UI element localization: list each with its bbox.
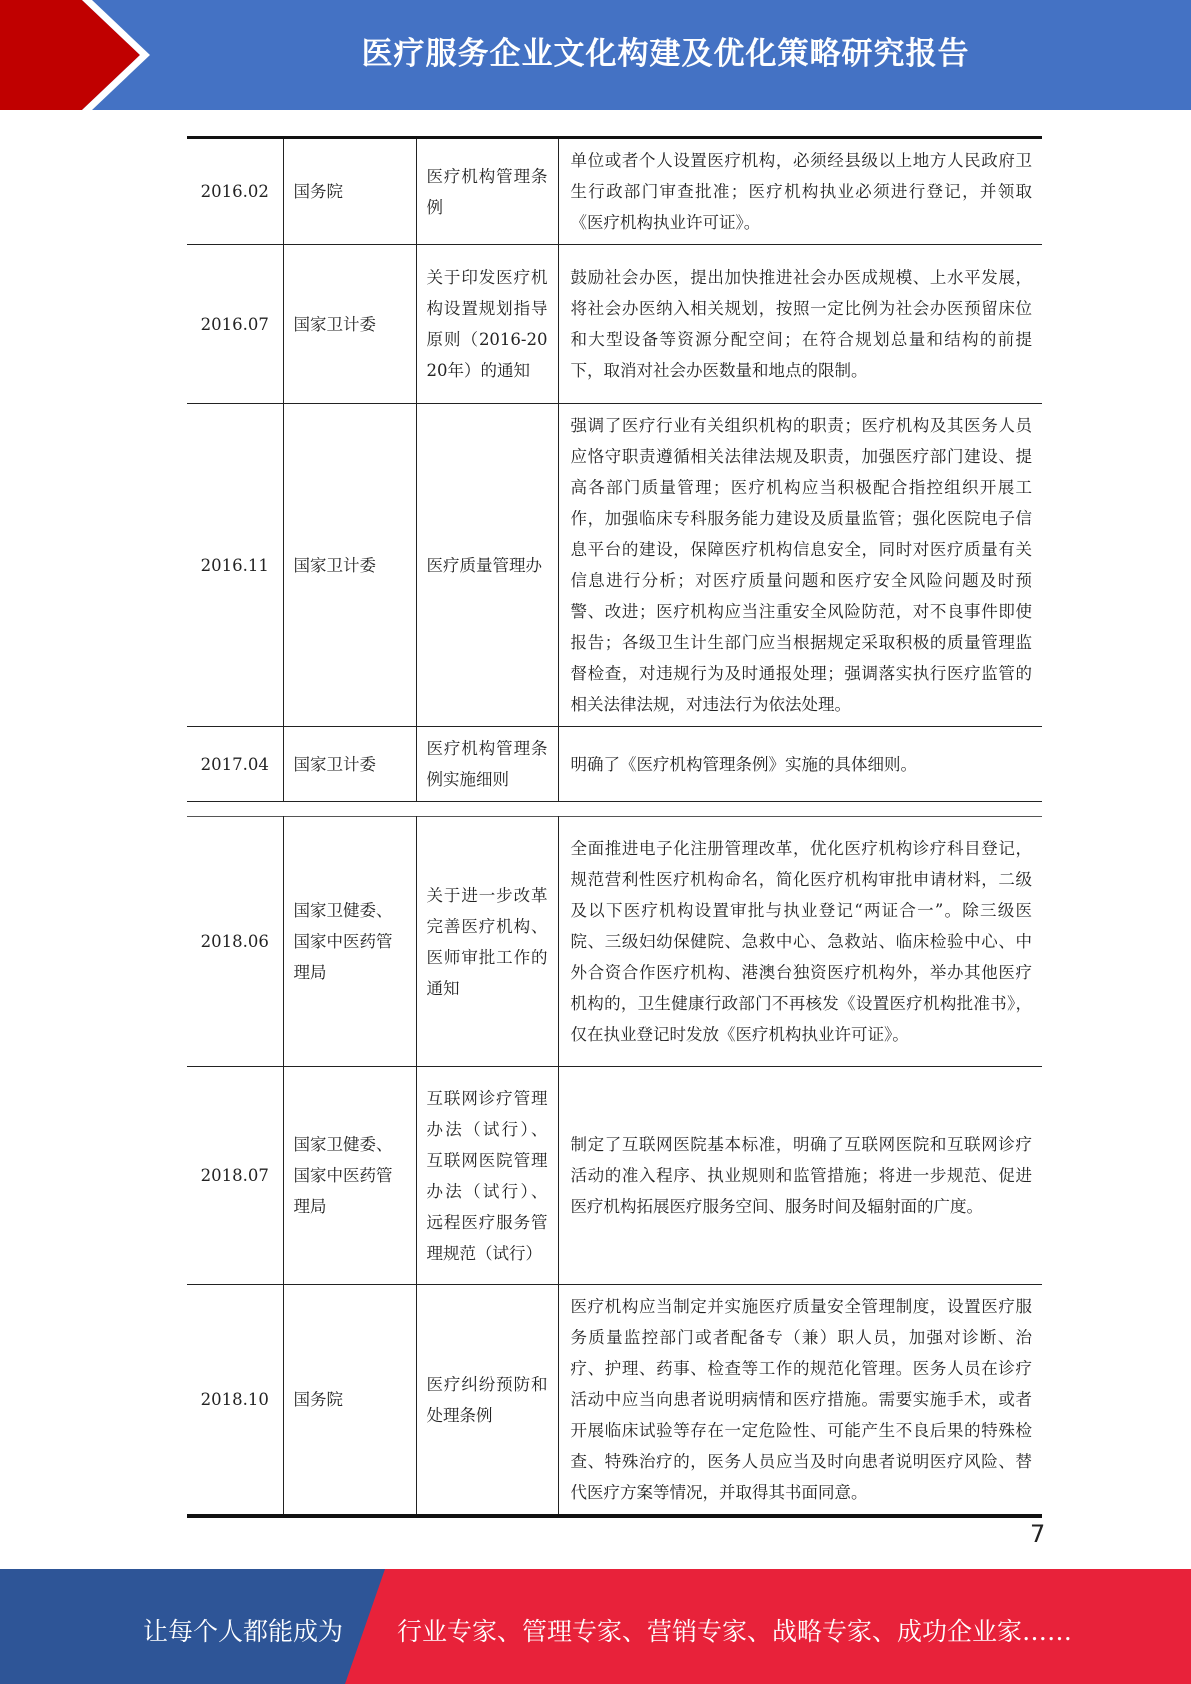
org-cell: 国家卫健委、国家中医药管理局 — [283, 1067, 416, 1285]
footer-slogan-right: 行业专家、管理专家、营销专家、战略专家、成功企业家…… — [397, 1617, 1073, 1646]
org-cell: 国家卫计委 — [283, 404, 416, 727]
doc-cell: 医疗机构管理条例 — [416, 138, 558, 245]
table-row — [187, 1067, 1042, 1285]
content-cell: 医疗机构应当制定并实施医疗质量安全管理制度，设置医疗服务质量监控部门或者配备专（兼）职人员，加强对诊断、治疗、护理、药事、检查等工作的规范化管理。医务人员在诊疗活动中应当向患者说明病情和医疗措施。需要实施手术，或者开展临床试验等存在一定危险性、可能产生不良后果的特殊检查、特殊治疗的，医务人员应当及时向患者说明医疗风险、替代医疗方案等情况，并取得其书面同意。 — [558, 1285, 1042, 1517]
header-chevron-decoration — [0, 0, 160, 110]
org-cell: 国务院 — [283, 1285, 416, 1517]
policy-table-1 — [187, 136, 1042, 802]
doc-cell: 医疗机构管理条例实施细则 — [416, 727, 558, 802]
date-cell: 2017.04 — [187, 727, 283, 802]
report-title: 医疗服务企业文化构建及优化策略研究报告 — [361, 36, 970, 72]
date-cell: 2016.02 — [187, 138, 283, 245]
doc-cell: 关于进一步改革完善医疗机构、医师审批工作的通知 — [416, 817, 558, 1067]
table-row — [187, 404, 1042, 727]
content-cell: 明确了《医疗机构管理条例》实施的具体细则。 — [558, 727, 1042, 802]
table-row — [187, 727, 1042, 802]
footer-slogan-left: 让每个人都能成为 — [143, 1617, 344, 1646]
org-cell: 国务院 — [283, 138, 416, 245]
table-row — [187, 1285, 1042, 1517]
content-cell: 强调了医疗行业有关组织机构的职责；医疗机构及其医务人员应恪守职责遵循相关法律法规及职责，加强医疗部门建设、提高各部门质量管理；医疗机构应当积极配合指控组织开展工作，加强临床专科服务能力建设及质量监管；强化医院电子信息平台的建设，保障医疗机构信息安全，同时对医疗质量有关信息进行分析；对医疗质量问题和医疗安全风险问题及时预警、改进；医疗机构应当注重安全风险防范，对不良事件即使报告；各级卫生计生部门应当根据规定采取积极的质量管理监督检查，对违规行为及时通报处理；强调落实执行医疗监管的相关法律法规，对违法行为依法处理。 — [558, 404, 1042, 727]
org-cell: 国家卫计委 — [283, 727, 416, 802]
content-cell: 制定了互联网医院基本标准，明确了互联网医院和互联网诊疗活动的准入程序、执业规则和监管措施；将进一步规范、促进医疗机构拓展医疗服务空间、服务时间及辐射面的广度。 — [558, 1067, 1042, 1285]
table-row — [187, 245, 1042, 404]
table-row — [187, 138, 1042, 245]
date-cell: 2018.06 — [187, 817, 283, 1067]
date-cell: 2016.07 — [187, 245, 283, 404]
date-cell: 2018.10 — [187, 1285, 283, 1517]
date-cell: 2016.11 — [187, 404, 283, 727]
page-header — [0, 0, 1191, 110]
org-cell: 国家卫计委 — [283, 245, 416, 404]
date-cell: 2018.07 — [187, 1067, 283, 1285]
content-cell: 全面推进电子化注册管理改革，优化医疗机构诊疗科目登记，规范营利性医疗机构命名，简化医疗机构审批申请材料，二级及以下医疗机构设置审批与执业登记“两证合一”。除三级医院、三级妇幼保健院、急救中心、急救站、临床检验中心、中外合资合作医疗机构、港澳台独资医疗机构外，举办其他医疗机构的，卫生健康行政部门不再核发《设置医疗机构批准书》，仅在执业登记时发放《医疗机构执业许可证》。 — [558, 817, 1042, 1067]
content-cell: 鼓励社会办医，提出加快推进社会办医成规模、上水平发展，将社会办医纳入相关规划，按照一定比例为社会办医预留床位和大型设备等资源分配空间；在符合规划总量和结构的前提下，取消对社会办医数量和地点的限制。 — [558, 245, 1042, 404]
page-number: 7 — [1030, 1520, 1046, 1548]
doc-cell: 医疗质量管理办 — [416, 404, 558, 727]
policy-table-2 — [187, 816, 1042, 1518]
doc-cell: 关于印发医疗机构设置规划指导原则（2016-2020年）的通知 — [416, 245, 558, 404]
doc-cell: 互联网诊疗管理办法（试行）、互联网医院管理办法（试行）、远程医疗服务管理规范（试行） — [416, 1067, 558, 1285]
doc-cell: 医疗纠纷预防和处理条例 — [416, 1285, 558, 1517]
content-cell: 单位或者个人设置医疗机构，必须经县级以上地方人民政府卫生行政部门审查批准；医疗机构执业必须进行登记，并领取《医疗机构执业许可证》。 — [558, 138, 1042, 245]
org-cell: 国家卫健委、国家中医药管理局 — [283, 817, 416, 1067]
table-row — [187, 817, 1042, 1067]
